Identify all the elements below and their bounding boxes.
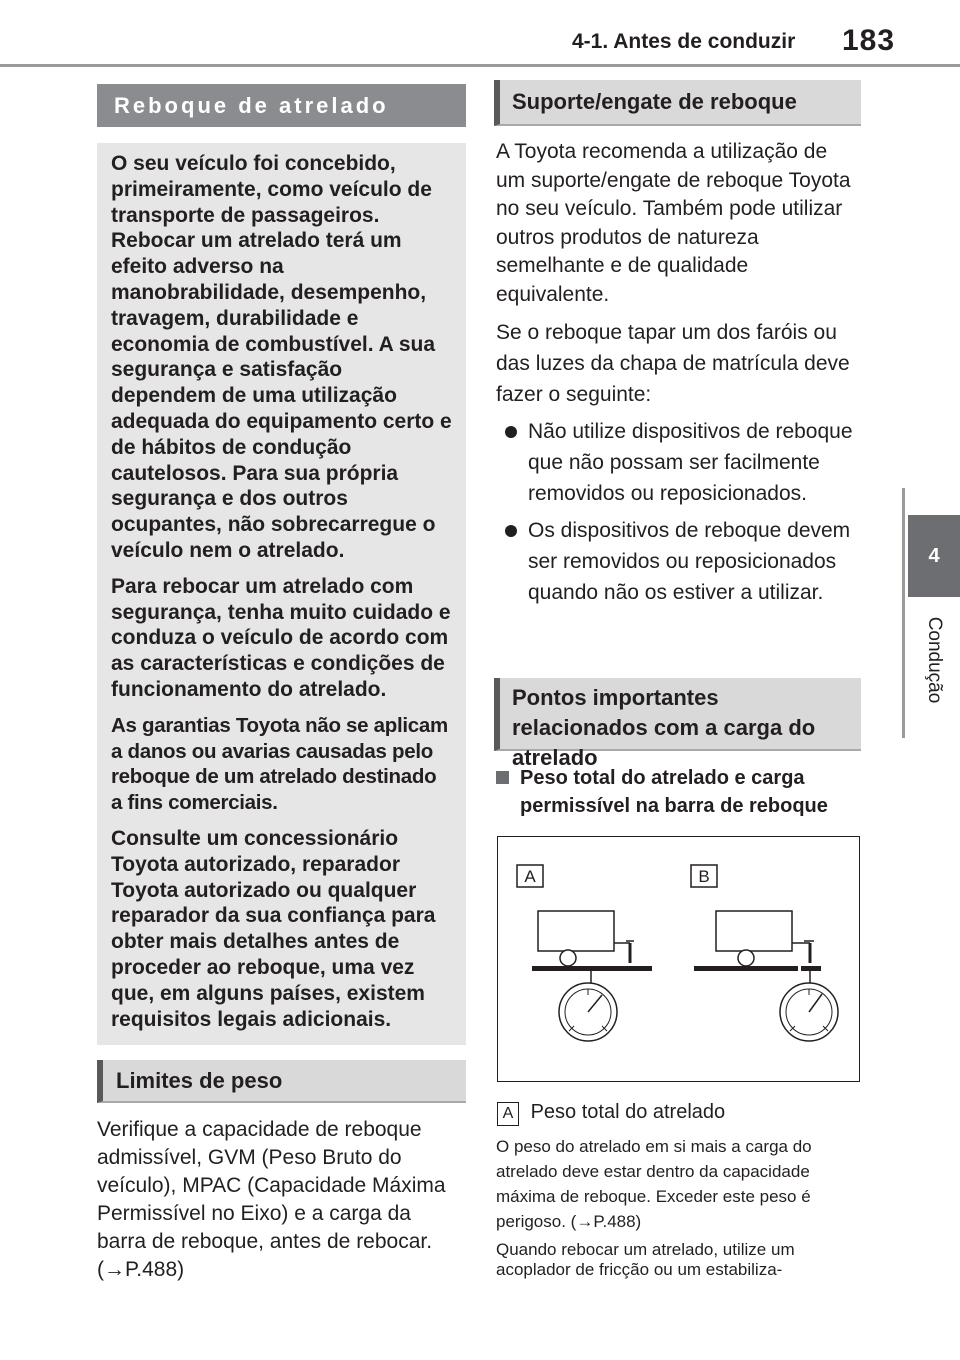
caution-paragraph: O seu veículo foi concebido, primeiramente, como veículo de transporte de passageiros. Rebocar um atrelado terá um efeito adverso na manobrabilidade, desempenho, travagem, durabilidade e economia de combustível. A sua segurança e satisfação dependem de uma utilização adequada do equipamento certo e de hábitos de condução cautelosos. Para sua própria segurança e dos outros ocupantes, não sobrecarregue o veículo nem o atrelado. <box>111 152 452 562</box>
caution-paragraph: Consulte um concessionário Toyota autorizado, reparador Toyota autorizado ou qualquer reparador da sua confiança para obter mais detalhes antes de proceder ao reboque, uma vez que, em alguns países, existem requisitos legais adicionais. <box>111 826 436 1031</box>
note-paragraph: O peso do atrelado em si mais a carga do atrelado deve estar dentro da capacidade máxima de reboque. Exceder este peso é perigoso. (→P.488) <box>496 1137 812 1231</box>
caution-paragraph: Para rebocar um atrelado com segurança, tenha muito cuidado e conduza o veículo de acordo com as características e condições de funcionamento do atrelado. <box>111 574 451 701</box>
caution-box <box>97 143 466 1045</box>
figure-trailer-weight <box>497 836 860 1082</box>
note-paragraph: Quando rebocar um atrelado, utilize um acoplador de fricção ou um estabiliza- <box>496 1240 795 1279</box>
figure-legend <box>497 1099 857 1126</box>
suporte-paragraph: A Toyota recomenda a utilização de um suporte/engate de reboque Toyota no seu veículo. Também pode utilizar outros produtos de natureza semelhante e de qualidade equivalente. <box>496 140 851 306</box>
suporte-paragraph: Se o reboque tapar um dos faróis ou das luzes da chapa de matrícula deve fazer o seguinte: <box>496 321 850 406</box>
bullet-item: Não utilize dispositivos de reboque que não possam ser facilmente removidos ou reposicionados. <box>502 416 856 509</box>
peso-heading: Peso total do atrelado e carga permissível na barra de reboque <box>496 764 856 820</box>
legend-text: Peso total do atrelado <box>530 1101 726 1123</box>
side-rule <box>902 488 905 738</box>
header-rule <box>0 64 960 67</box>
legend-label-box: A <box>497 1102 519 1126</box>
trailer-weight-diagram <box>498 837 858 1080</box>
suporte-section-title: Suporte/engate de reboque <box>494 80 861 126</box>
chapter-label: Condução <box>924 616 945 704</box>
page-number: 183 <box>842 24 896 57</box>
chapter-tab: 4 <box>908 515 960 597</box>
scene-a-trailer-on-scale <box>532 911 652 1041</box>
limites-text: Verifique a capacidade de reboque admissível, GVM (Peso Bruto do veículo), MPAC (Capacidade Máxima Permissível no Eixo) e a carga da barra de reboque, antes de rebocar. (→P.488) <box>97 1118 446 1281</box>
figure-label-b: B <box>698 867 710 886</box>
caution-paragraph: As garantias Toyota não se aplicam a danos ou avarias causadas pelo reboque de um atrelado destinado a fins comerciais. <box>111 713 448 815</box>
reboque-section-title: Reboque de atrelado <box>97 84 466 127</box>
scene-b-drawbar-on-scale <box>694 911 838 1041</box>
limites-section-title: Limites de peso <box>97 1060 466 1103</box>
pontos-section-title: Pontos importantes relacionados com a carga do atrelado <box>494 678 861 751</box>
section-title: 4-1. Antes de conduzir <box>572 30 796 53</box>
bullet-item: Os dispositivos de reboque devem ser removidos ou reposicionados quando não os estiver a utilizar. <box>502 515 856 608</box>
figure-label-a: A <box>524 867 536 886</box>
